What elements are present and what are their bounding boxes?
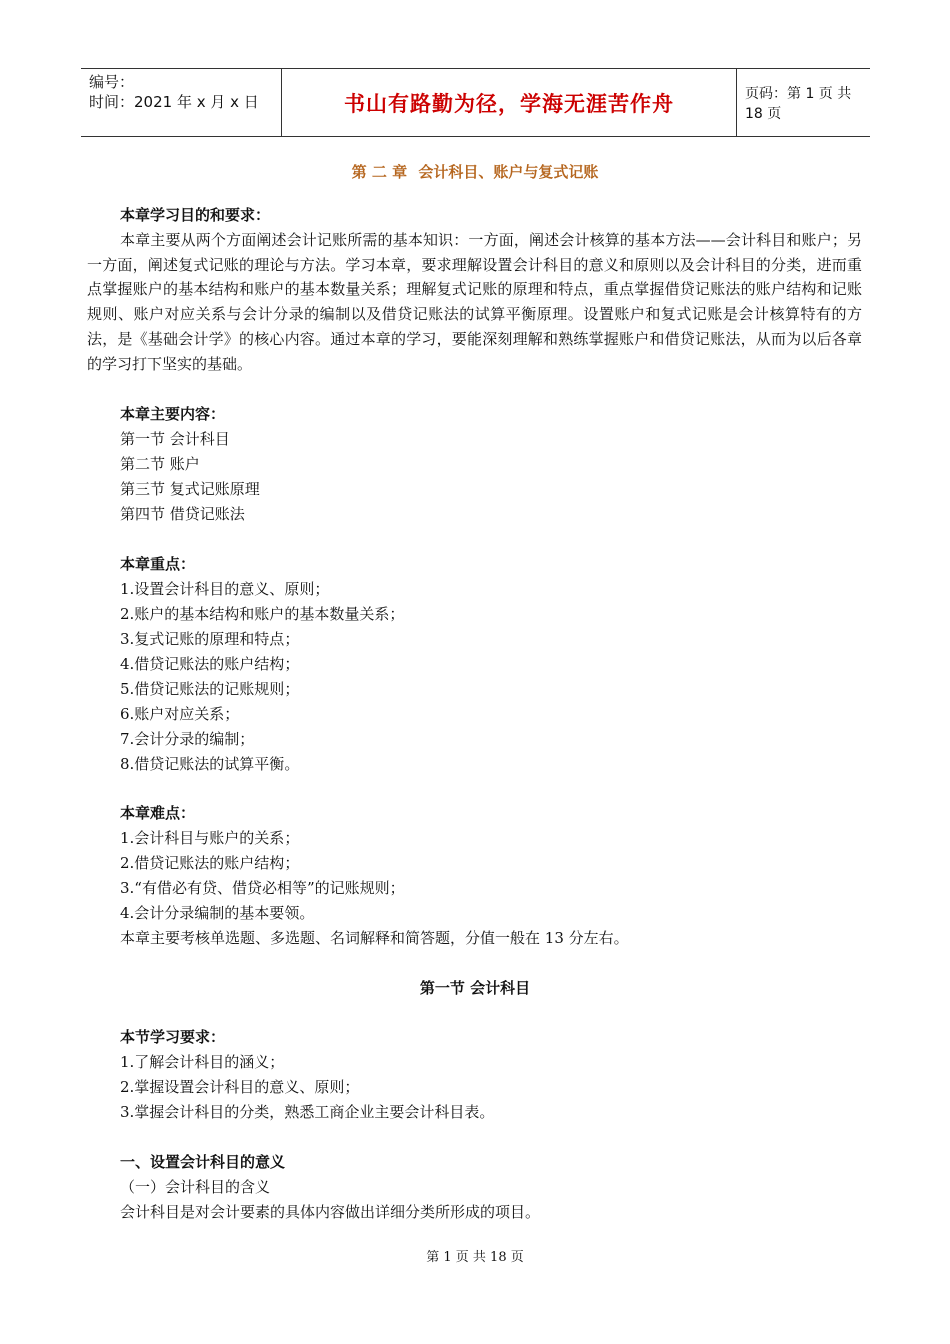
key-point-item: 6.账户对应关系； [120,705,240,723]
exam-note: 本章主要考核单选题、多选题、名词解释和简答题，分值一般在 13 分左右。 [120,929,629,947]
section-req-item: 3.掌握会计科目的分类，熟悉工商企业主要会计科目表。 [120,1103,495,1121]
difficulty-item: 2.借贷记账法的账户结构； [120,854,300,872]
header-page-cell [737,69,870,136]
difficulty-item: 1.会计科目与账户的关系； [120,829,300,847]
difficulty-item: 3.“有借必有贷、借贷必相等”的记账规则； [120,879,405,897]
section-req-item: 2.掌握设置会计科目的意义、原则； [120,1078,360,1096]
key-point-item: 8.借贷记账法的试算平衡。 [120,755,300,773]
chapter-prefix: 第 二 章 [351,163,408,181]
key-point-item: 3.复式记账的原理和特点； [120,630,300,648]
contents-item: 第三节 复式记账原理 [120,480,260,498]
chapter-name: 会计科目、账户与复式记账 [418,163,599,181]
key-point-item: 5.借贷记账法的记账规则； [120,680,300,698]
section-title: 第一节 会计科目 [419,979,531,997]
contents-heading: 本章主要内容： [120,405,226,423]
motto: 书山有路勤为径，学海无涯苦作舟 [344,91,674,116]
page-footer: 第 1 页 共 18 页 [426,1250,524,1265]
header-meta [81,69,281,136]
sub-subsection-heading: （一）会计科目的含义 [120,1178,271,1196]
section-req-heading: 本节学习要求： [120,1028,226,1046]
subsection-heading: 一、设置会计科目的意义 [120,1153,286,1171]
key-points-heading: 本章重点： [120,555,196,573]
key-point-item: 2.账户的基本结构和账户的基本数量关系； [120,605,405,623]
chapter-title [0,161,950,182]
header-motto-cell [281,69,737,136]
page-label: 页码：第 1 页 共 18 页 [745,85,852,122]
document-header [81,68,870,137]
key-point-item: 7.会计分录的编制； [120,730,255,748]
number-label: 编号： [89,73,135,91]
section-req-item: 1.了解会计科目的涵义； [120,1053,285,1071]
date-label: 时间：2021 年 x 月 x 日 [89,93,259,111]
objectives-heading: 本章学习目的和要求： [120,206,271,224]
difficulty-item: 4.会计分录编制的基本要领。 [120,904,315,922]
key-point-item: 1.设置会计科目的意义、原则； [120,580,330,598]
key-point-item: 4.借贷记账法的账户结构； [120,655,300,673]
contents-item: 第二节 账户 [120,455,200,473]
definition-text: 会计科目是对会计要素的具体内容做出详细分类所形成的项目。 [120,1203,541,1221]
objectives-body: 本章主要从两个方面阐述会计记账所需的基本知识：一方面，阐述会计核算的基本方法——会计科目和账户；另一方面，阐述复式记账的理论与方法。学习本章，要求理解设置会计科目的意义和原则以及会计科目的分类，进而重点掌握账户的基本结构和账户的基本数量关系；理解复式记账的原理和特点，重点掌握借贷记账法的账户结构和记账规则、账户对应关系与会计分录的编制以及借贷记账法的试算平衡原理。设置账户和复式记账是会计核算特有的方法，是《基础会计学》的核心内容。通过本章的学习，要能深刻理解和熟练掌握账户和借贷记账法，从而为以后各章的学习打下坚实的基础。 [87,231,862,373]
contents-item: 第一节 会计科目 [120,430,230,448]
contents-item: 第四节 借贷记账法 [120,505,245,523]
difficulties-heading: 本章难点： [120,804,196,822]
